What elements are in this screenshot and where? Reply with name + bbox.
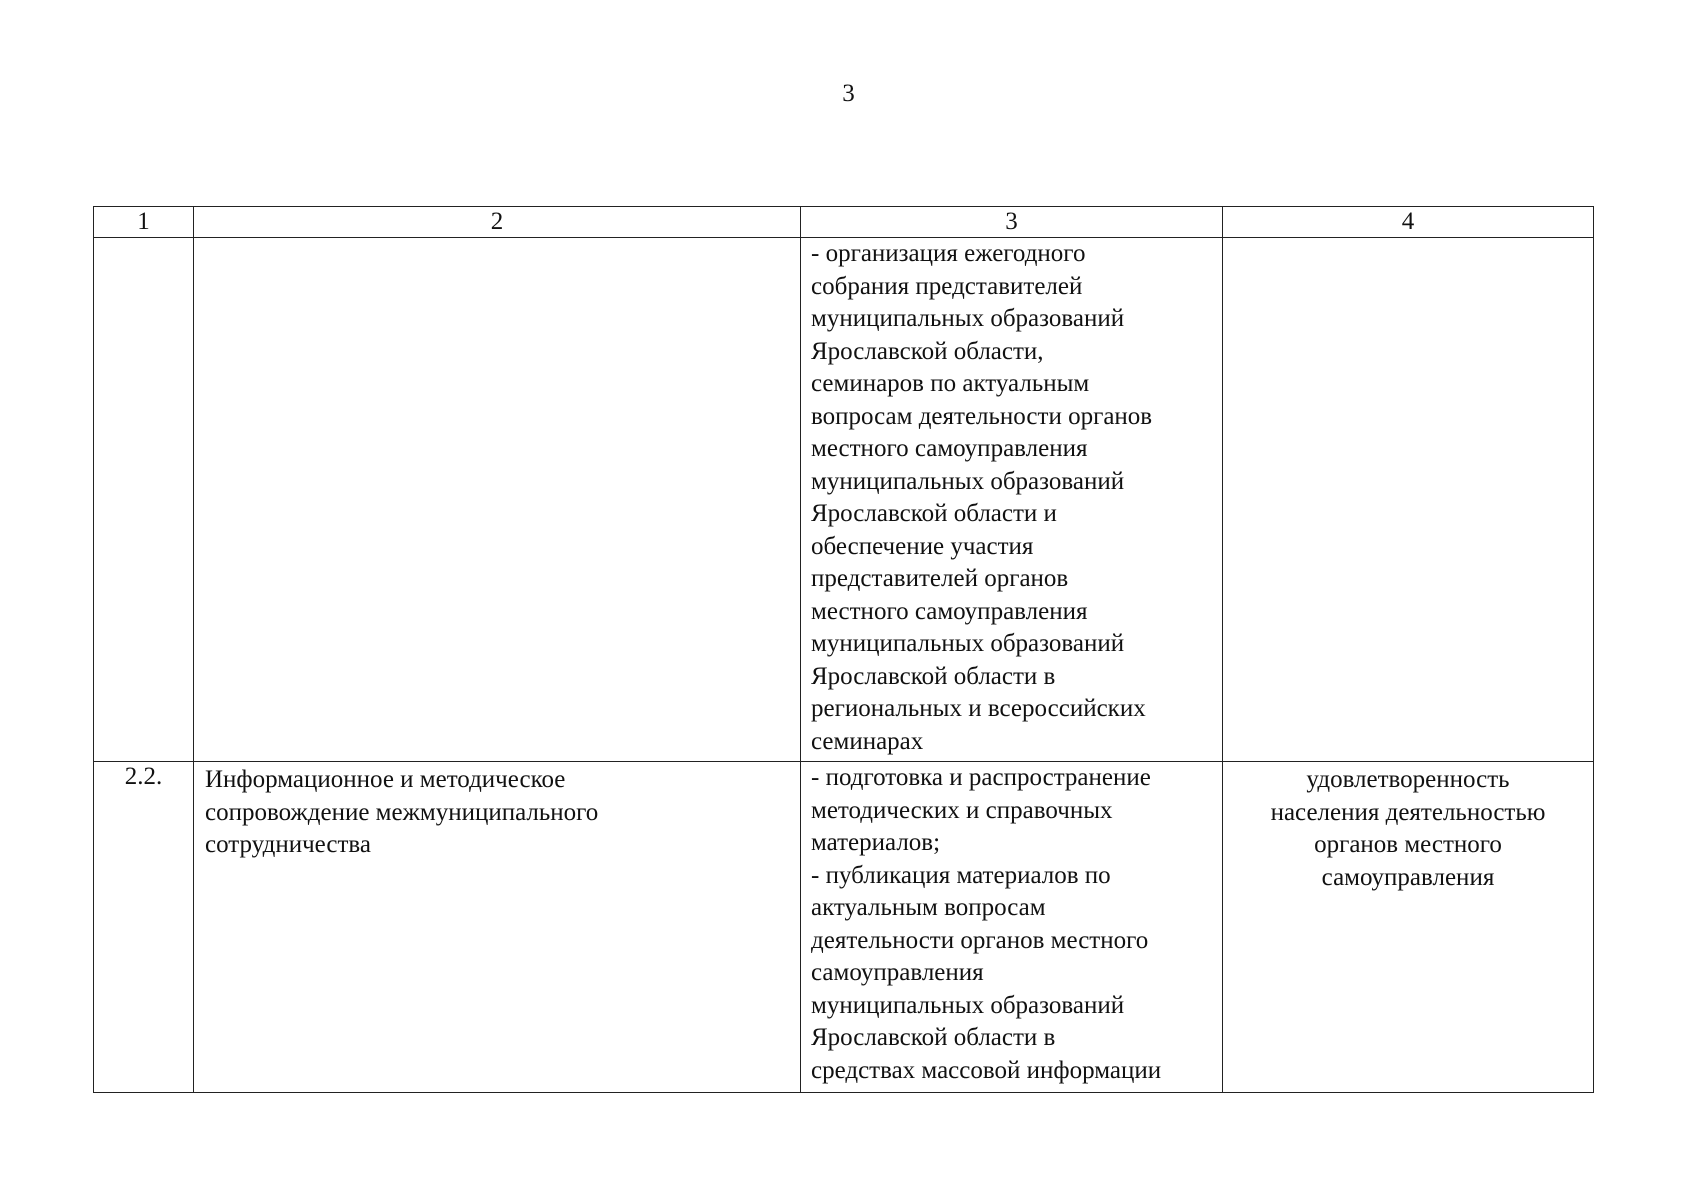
cell-text-line: семинаров по актуальным: [811, 370, 1090, 397]
item-name-cell: [194, 762, 801, 1093]
cell-text-line: муниципальных образований: [811, 467, 1125, 495]
cell-text-line: - публикация материалов по: [811, 861, 1111, 889]
cell-text-line: методических и справочных: [811, 796, 1113, 824]
cell-text-line: сопровождение межмуниципального: [205, 798, 599, 826]
activities-table: [93, 206, 1594, 1093]
cell-text-line: актуальным вопросам: [811, 894, 1046, 921]
table-row: [94, 238, 1594, 762]
cell-text-line: самоуправления: [811, 959, 984, 986]
cell-text-line: Ярославской области и: [811, 500, 1057, 527]
cell-text-line: Информационное и методическое: [205, 766, 566, 793]
cell-text-line: средствах массовой информации: [811, 1056, 1162, 1084]
row-number-cell: 2.2.: [94, 762, 194, 1093]
column-header-4: 4: [1223, 207, 1594, 238]
cell-text-line: региональных и всероссийских: [811, 695, 1146, 722]
cell-text-line: материалов;: [811, 829, 941, 856]
cell-text-line: собрания представителей: [811, 272, 1083, 300]
page-number: 3: [842, 80, 855, 107]
result-cell: [1223, 238, 1594, 762]
table-header-row: [94, 207, 1594, 238]
cell-text-line: муниципальных образований: [811, 305, 1125, 332]
cell-text-line: удовлетворенность: [1306, 766, 1510, 793]
cell-text-line: деятельности органов местного: [811, 926, 1149, 954]
cell-text-line: органов местного: [1314, 831, 1502, 858]
row-number-cell: [94, 238, 194, 762]
cell-text-line: представителей органов: [811, 565, 1069, 592]
column-header-3: 3: [801, 207, 1223, 238]
cell-text-line: муниципальных образований: [811, 630, 1125, 657]
item-name-cell: [194, 238, 801, 762]
cell-text-line: - подготовка и распространение: [811, 764, 1151, 791]
cell-text-line: - организация ежегодного: [811, 240, 1086, 267]
activities-cell: [801, 762, 1223, 1093]
cell-text-line: вопросам деятельности органов: [811, 402, 1153, 430]
cell-text-line: сотрудничества: [205, 831, 371, 858]
column-header-2: 2: [194, 207, 801, 238]
cell-text-line: семинарах: [811, 727, 924, 755]
cell-text-line: самоуправления: [1321, 863, 1495, 891]
table-row: [94, 762, 1594, 1093]
cell-text-line: обеспечение участия: [811, 532, 1034, 560]
cell-text-line: Ярославской области в: [811, 662, 1056, 690]
result-cell: [1223, 762, 1594, 1093]
cell-text-line: Ярославской области в: [811, 1024, 1056, 1051]
activities-cell: [801, 238, 1223, 762]
column-header-1: 1: [94, 207, 194, 238]
cell-text-line: муниципальных образований: [811, 991, 1125, 1019]
cell-text-line: населения деятельностью: [1270, 798, 1546, 826]
cell-text-line: местного самоуправления: [811, 597, 1088, 625]
cell-text-line: местного самоуправления: [811, 435, 1088, 462]
cell-text-line: Ярославской области,: [811, 337, 1044, 365]
